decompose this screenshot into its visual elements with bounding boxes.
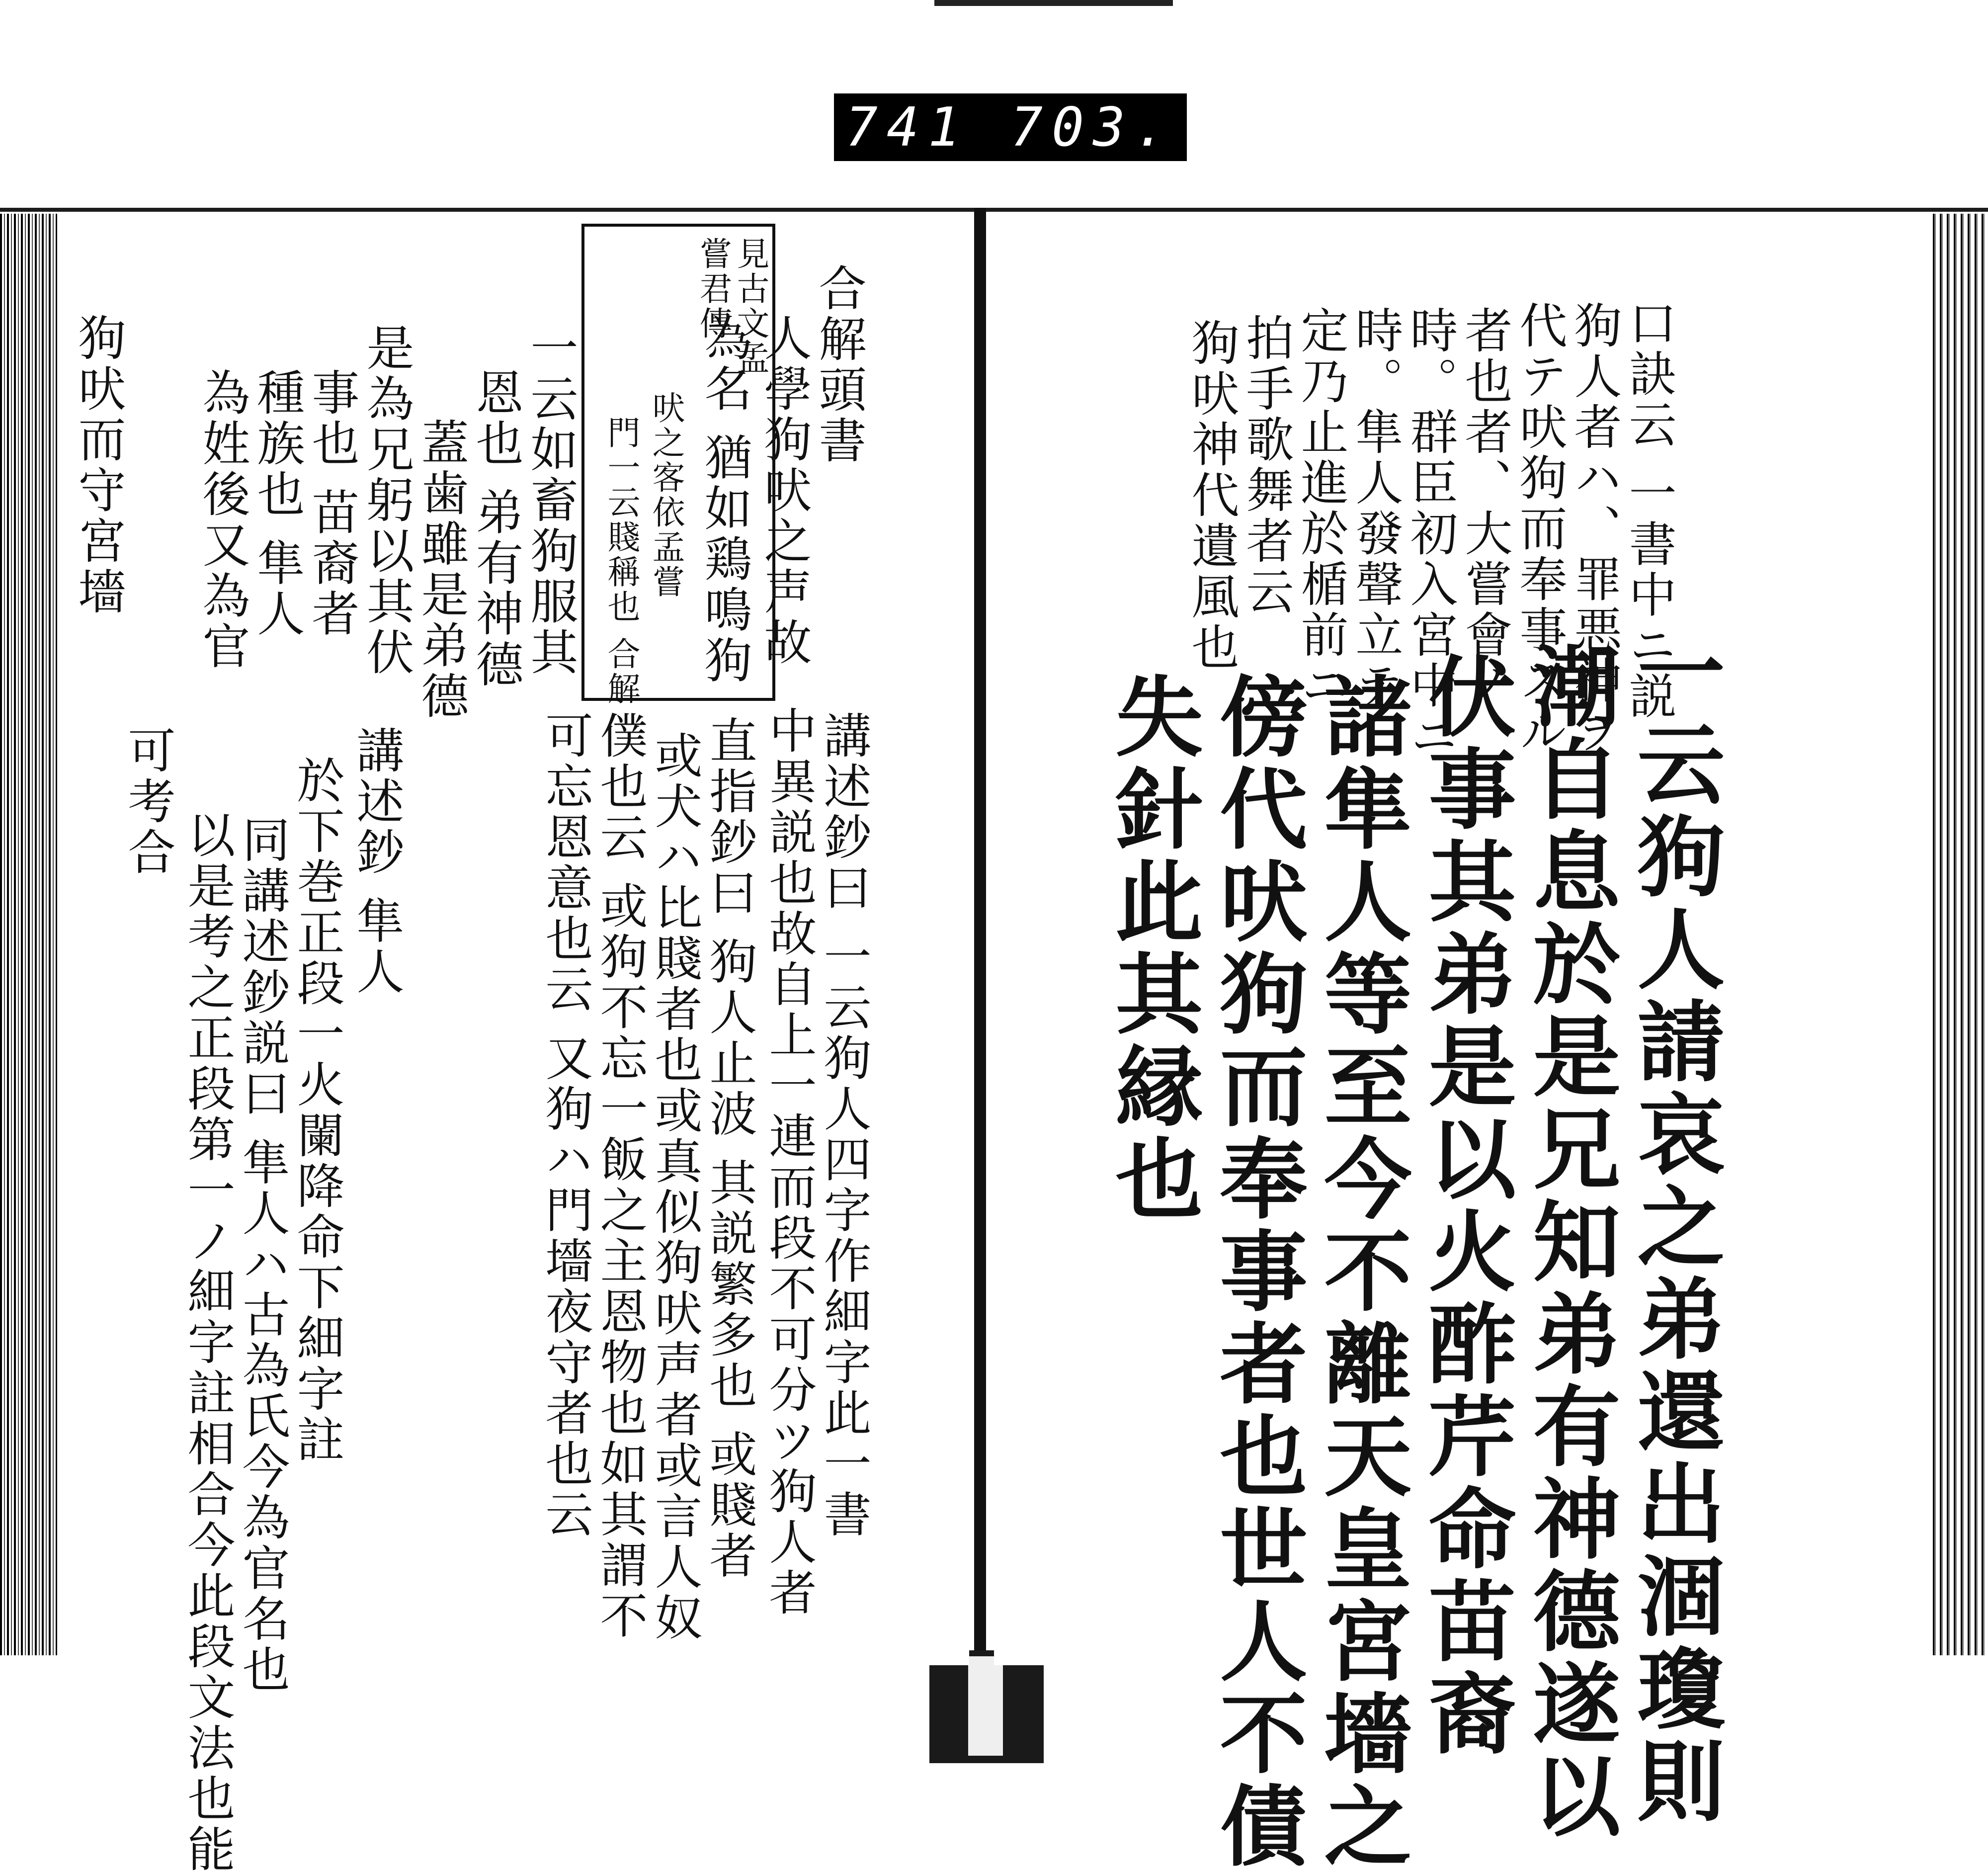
spread-top-rule	[0, 208, 1988, 212]
right-header-col-9: 狗吠神代遺風也	[1184, 318, 1240, 673]
archive-number-label: 741 703.	[834, 93, 1187, 161]
left-upper-col-10: 為姓後又為官	[195, 368, 250, 672]
right-header-col-8: 拍手歌舞者云	[1239, 313, 1294, 617]
right-main-col-3: 伏事其弟是以火酢芹命苗裔	[1414, 651, 1517, 1761]
left-upper-col-1: 合解頭書	[811, 263, 867, 466]
left-lower-col-6: 可忘恩意也云 又狗ハ門墻夜守者也云	[538, 711, 593, 1540]
right-header-col-4: 者也者、大嘗會ノ	[1457, 306, 1513, 711]
right-book-edge	[1931, 214, 1988, 1655]
left-lower-col-11: 可考合	[120, 726, 176, 878]
left-lower-col-5: 僕也云 或狗不忘一飯之主恩物也如其謂不	[592, 711, 648, 1642]
note-col-4: 門一云賤稱也 合解	[602, 416, 640, 706]
left-upper-col-11: 狗吠而守宮墻	[71, 313, 126, 617]
right-main-col-1: 一云狗人請哀之弟還出涸瓊則	[1623, 626, 1726, 1828]
right-main-col-5: 傍代吠狗而奉事者也世人不債	[1205, 671, 1308, 1873]
book-gutter	[974, 208, 986, 1679]
right-main-col-4: 諸隼人等至今不離天皇宮墻之	[1310, 671, 1412, 1873]
right-header-col-7: 定乃止進於楯前ニ	[1293, 306, 1349, 711]
left-lower-col-9: 同講述鈔説曰 隼人ハ古為氏今為官名也	[235, 815, 290, 1696]
left-upper-col-3: 為名 猶如鶏鳴狗	[697, 313, 752, 686]
note-col-2: 嘗君傳	[694, 237, 732, 341]
right-header-col-5: 時。群臣初入宮中ニ	[1403, 306, 1458, 762]
left-upper-col-5: 恩也 弟有神德	[468, 368, 524, 690]
left-book-edge	[0, 214, 57, 1655]
scan-top-edge	[934, 0, 1173, 6]
right-main-col-6: 失針此其縁也	[1101, 671, 1204, 1226]
left-lower-col-10: 以是考之正段第一ノ細字註相合今此段文法也能	[180, 810, 236, 1875]
left-page	[60, 214, 969, 1875]
left-upper-col-7: 是為兄躬以其伏	[359, 323, 414, 678]
note-col-1: 見古文孟	[731, 237, 769, 376]
right-main-col-2: 潮自息於是兄知弟有神德遂以	[1518, 641, 1621, 1843]
binding-clamp	[929, 1650, 1044, 1763]
left-upper-col-6: 蓋歯雖是弟德	[414, 418, 469, 722]
left-upper-col-4: 一云如畜狗服其	[523, 323, 579, 678]
left-lower-col-4: 或犬ハ比賤者也或真似狗吠声者或言人奴	[647, 731, 703, 1643]
right-header-col-6: 時。隼人發聲立テ	[1348, 306, 1404, 711]
right-header-col-2: 狗人者ハ、罪悪神ヲ	[1567, 301, 1622, 757]
left-lower-col-2: 中異説也故自上一連而段不可分ツ狗人者	[761, 706, 817, 1619]
note-col-3: 吠之客依孟嘗	[647, 391, 685, 599]
boxed-note	[581, 224, 775, 706]
left-upper-col-9: 種族也 隼人	[249, 368, 305, 640]
right-header-col-3: 代テ吠狗而奉事スル	[1512, 301, 1568, 757]
left-lower-col-1: 講述鈔曰 一云狗人四字作細字此一書	[816, 711, 872, 1540]
right-page	[994, 214, 1928, 1873]
right-header-col-1: 口訣云 一書中ニ説	[1621, 298, 1677, 722]
left-lower-col-8: 於下巻正段一火闌降命下細字註	[289, 756, 345, 1465]
left-lower-col-7: 講述鈔 隼人	[349, 726, 405, 998]
left-lower-col-3: 直指鈔曰 狗人止波 其説繁多也 或賤者	[702, 716, 757, 1582]
left-upper-col-8: 事也 苗裔者	[304, 368, 360, 640]
left-upper-col-2: 人學狗吠之声故	[756, 313, 812, 668]
